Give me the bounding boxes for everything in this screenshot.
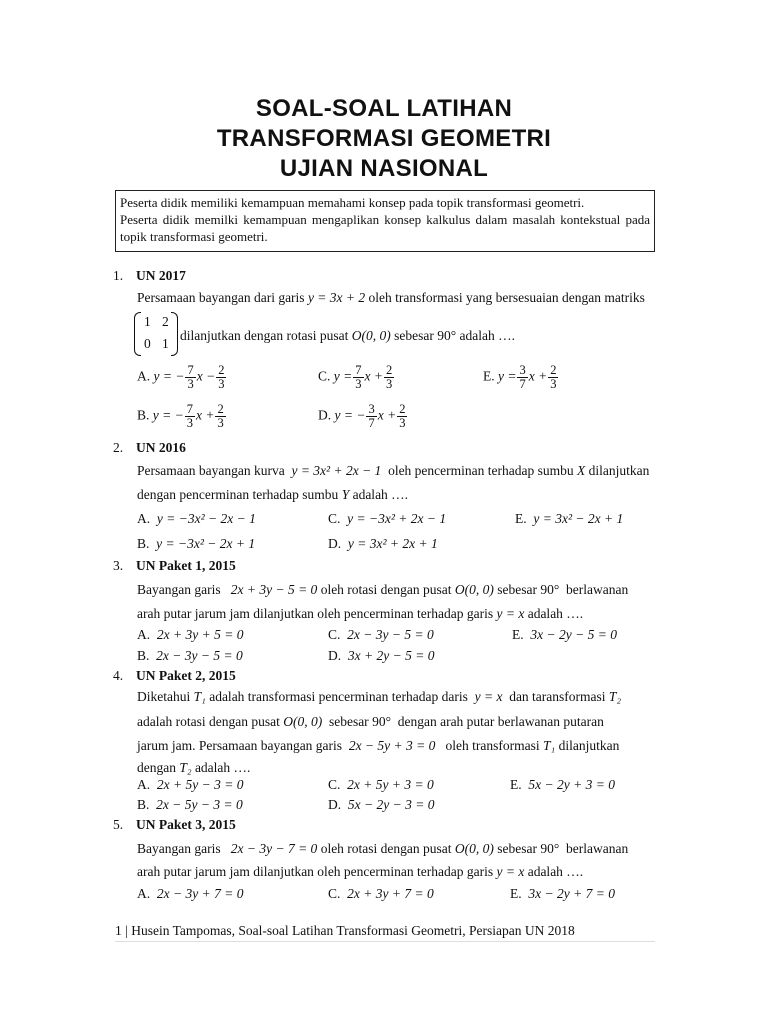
question-3-number: 3. xyxy=(113,558,124,573)
question-2-option-b[interactable]: B. y = −3x² − 2x + 1 xyxy=(137,536,256,551)
question-2-line-2: dengan pencerminan terhadap sumbu Y adalah …. xyxy=(137,487,409,502)
question-4-option-a[interactable]: A. 2x + 5y − 3 = 0 xyxy=(137,777,244,792)
question-2-number: 2. xyxy=(113,440,124,455)
question-1-label: UN 2017 xyxy=(136,268,186,283)
question-4-option-d[interactable]: D. 5x − 2y − 3 = 0 xyxy=(328,797,435,812)
question-3-option-d[interactable]: D. 3x + 2y − 5 = 0 xyxy=(328,648,435,663)
objective-2: Peserta didik memilki kemampuan mengaplikan konsep kalkulus dalam masalah kontekstual pada topik transformasi geometri. xyxy=(120,212,650,244)
question-1-line-1: Persamaan bayangan dari garis y = 3x + 2 oleh transformasi yang bersesuaian dengan matriks xyxy=(137,290,645,305)
footer-divider xyxy=(115,941,655,942)
question-2-option-c[interactable]: C. y = −3x² + 2x − 1 xyxy=(328,511,447,526)
question-3-line-1: Bayangan garis 2x + 3y − 5 = 0 oleh rotasi dengan pusat O(0, 0) sebesar 90° berlawanan xyxy=(137,582,629,597)
question-1-option-c[interactable]: C. y = $\frac{7}{3}$ x + $\frac{2}{3}$ xyxy=(318,363,393,391)
question-3-option-c[interactable]: C. 2x − 3y − 5 = 0 xyxy=(328,627,434,642)
question-4-number: 4. xyxy=(113,668,124,683)
question-2-option-e[interactable]: E. y = 3x² − 2x + 1 xyxy=(515,511,624,526)
question-1-option-b[interactable]: B. y = − $\frac{7}{3}$ x + $\frac{2}{3}$ xyxy=(137,402,224,430)
question-5-option-c[interactable]: C. 2x + 3y + 7 = 0 xyxy=(328,886,434,901)
question-4-label: UN Paket 2, 2015 xyxy=(136,668,236,683)
question-5-number: 5. xyxy=(113,817,124,832)
question-5-line-2: arah putar jarum jam dilanjutkan oleh pencerminan terhadap garis y = x adalah …. xyxy=(137,864,584,879)
question-2-option-d[interactable]: D. y = 3x² + 2x + 1 xyxy=(328,536,438,551)
question-4-line-3: jarum jam. Persamaan bayangan garis 2x − 5y + 3 = 0 oleh transformasi T₁ dilanjutkan xyxy=(137,738,620,753)
question-5-option-e[interactable]: E. 3x − 2y + 7 = 0 xyxy=(510,886,615,901)
question-4-option-b[interactable]: B. 2x − 5y − 3 = 0 xyxy=(137,797,243,812)
question-2-option-a[interactable]: A. y = −3x² − 2x − 1 xyxy=(137,511,256,526)
question-5-label: UN Paket 3, 2015 xyxy=(136,817,236,832)
question-3-option-e[interactable]: E. 3x − 2y − 5 = 0 xyxy=(512,627,617,642)
question-4-line-1: Diketahui T₁ adalah transformasi pencerminan terhadap daris y = x dan taransformasi T₂ xyxy=(137,689,622,704)
question-5-option-a[interactable]: A. 2x − 3y + 7 = 0 xyxy=(137,886,244,901)
question-2-line-1: Persamaan bayangan kurva y = 3x² + 2x − 1 oleh pencerminan terhadap sumbu X dilanjutkan xyxy=(137,463,650,478)
question-3-line-2: arah putar jarum jam dilanjutkan oleh pencerminan terhadap garis y = x adalah …. xyxy=(137,606,584,621)
question-2-label: UN 2016 xyxy=(136,440,186,455)
question-1-option-e[interactable]: E. y = $\frac{3}{7}$ x + $\frac{2}{3}$ xyxy=(483,363,557,391)
page-footer: 1 | Husein Tampomas, Soal-soal Latihan Transformasi Geometri, Persiapan UN 2018 xyxy=(115,923,575,938)
question-5-line-1: Bayangan garis 2x − 3y − 7 = 0 oleh rotasi dengan pusat O(0, 0) sebesar 90° berlawanan xyxy=(137,841,629,856)
question-4-line-4: dengan T₂ adalah …. xyxy=(137,760,251,775)
page-title-line-1: SOAL-SOAL LATIHAN xyxy=(255,95,513,122)
question-4-option-e[interactable]: E. 5x − 2y + 3 = 0 xyxy=(510,777,615,792)
objective-1: Peserta didik memiliki kemampuan memahami konsep pada topik transformasi geometri. xyxy=(120,195,585,210)
page-title-line-3: UJIAN NASIONAL xyxy=(279,155,489,182)
question-3-option-b[interactable]: B. 2x − 3y − 5 = 0 xyxy=(137,648,243,663)
objectives-box xyxy=(115,190,655,252)
question-1-matrix: 1 2 0 1 xyxy=(134,312,178,356)
page-title-line-2: TRANSFORMASI GEOMETRI xyxy=(216,125,552,152)
question-1-line-2: dilanjutkan dengan rotasi pusat O(0, 0) sebesar 90° adalah …. xyxy=(180,328,515,343)
question-1-number: 1. xyxy=(113,268,124,283)
question-4-line-2: adalah rotasi dengan pusat O(0, 0) sebesar 90° dengan arah putar berlawanan putaran xyxy=(137,714,604,729)
question-1-option-d[interactable]: D. y = − $\frac{3}{7}$ x + $\frac{2}{3}$ xyxy=(318,402,406,430)
question-4-option-c[interactable]: C. 2x + 5y + 3 = 0 xyxy=(328,777,434,792)
question-3-option-a[interactable]: A. 2x + 3y + 5 = 0 xyxy=(137,627,244,642)
question-3-label: UN Paket 1, 2015 xyxy=(136,558,236,573)
question-1-option-a[interactable]: A. y = − $\frac{7}{3}$ x − $\frac{2}{3}$ xyxy=(137,363,225,391)
